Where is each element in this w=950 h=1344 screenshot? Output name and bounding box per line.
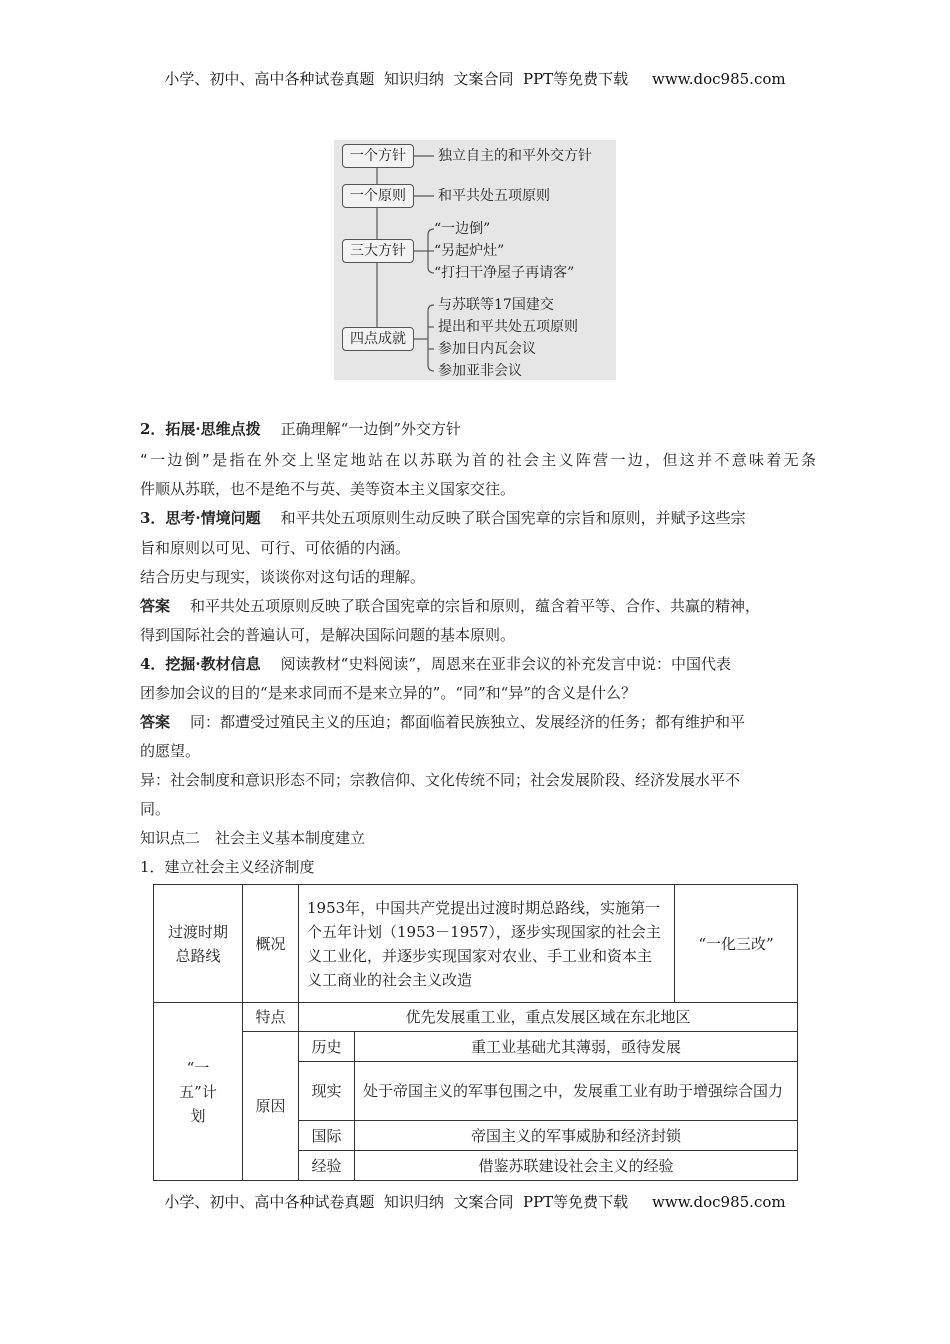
section-2-heading: 正确理解“一边倒”外交方针 bbox=[280, 420, 462, 438]
section-4-line-1: 阅读教材“史料阅读”，周恩来在亚非会议的补充发言中说：中国代表 bbox=[280, 655, 732, 673]
page-header: 小学、初中、高中各种试卷真题 知识归纳 文案合同 PPT等免费下载 www.doc985.com bbox=[164, 70, 786, 88]
foreign-policy-mindmap bbox=[334, 140, 616, 380]
section-4-answer-line-1 bbox=[140, 711, 745, 733]
mindmap-item: 与苏联等17国建交 bbox=[438, 297, 554, 313]
section-2-title: 2．拓展·思维点拨 bbox=[140, 420, 261, 438]
section-4-line-2: 团参加会议的目的“是来求同而不是来立异的”。“同”和“异”的含义是什么？ bbox=[140, 684, 637, 702]
section-3-line-3: 结合历史与现实，谈谈你对这句话的理解。 bbox=[140, 568, 426, 586]
mindmap-node-2: 一个原则 bbox=[342, 184, 414, 208]
knowledge-point-2-sub: 1．建立社会主义经济制度 bbox=[140, 858, 315, 876]
table-cell-summary: “一化三改” bbox=[674, 884, 798, 1003]
section-3-answer-1: 和平共处五项原则反映了联合国宪章的宗旨和原则，蕴含着平等、合作、共赢的精神， bbox=[190, 597, 761, 615]
table-cell-overview: 1953年，中国共产党提出过渡时期总路线，实施第一个五年计划（1953－1957），逐步实现国家的社会主义工业化，并逐步实现国家对农业、手工业和资本主义工商业的社会主义改造 bbox=[298, 884, 675, 1003]
section-4-title-line bbox=[140, 653, 731, 675]
table-cell-reason-label: 原因 bbox=[242, 1031, 299, 1181]
mindmap-item: 独立自主的和平外交方针 bbox=[438, 148, 592, 164]
mindmap-item: “另起炉灶” bbox=[434, 243, 505, 259]
page-footer: 小学、初中、高中各种试卷真题 知识归纳 文案合同 PPT等免费下载 www.doc985.com bbox=[164, 1193, 786, 1211]
section-4-answer-line-3: 异：社会制度和意识形态不同；宗教信仰、文化传统不同；社会发展阶段、经济发展水平不 bbox=[140, 771, 741, 789]
mindmap-node-3: 三大方针 bbox=[342, 239, 414, 263]
mindmap-item: “打扫干净屋子再请客” bbox=[434, 265, 575, 281]
section-3-answer-line-1 bbox=[140, 595, 760, 617]
table-cell-overview-label: 概况 bbox=[242, 884, 299, 1003]
knowledge-point-2-title: 知识点二 社会主义基本制度建立 bbox=[140, 829, 366, 847]
section-3-line-1: 和平共处五项原则生动反映了联合国宪章的宗旨和原则，并赋予这些宗 bbox=[280, 509, 746, 527]
table-cell-general-line: 过渡时期总路线 bbox=[153, 884, 243, 1003]
section-3-title-line bbox=[140, 507, 746, 529]
section-2-line-2: 件顺从苏联，也不是绝不与英、美等资本主义国家交往。 bbox=[140, 480, 516, 498]
section-4-answer-line-2: 的愿望。 bbox=[140, 742, 201, 760]
mindmap-node-1: 一个方针 bbox=[342, 144, 414, 168]
table-cell-feature-label: 特点 bbox=[242, 1002, 299, 1032]
section-2-title-line bbox=[140, 418, 461, 440]
section-3-answer-line-2: 得到国际社会的普遍认可，是解决国际问题的基本原则。 bbox=[140, 626, 516, 644]
table-cell-reason-value: 重工业基础尤其薄弱，亟待发展 bbox=[354, 1031, 798, 1062]
table-cell-reason-key: 国际 bbox=[298, 1120, 355, 1151]
table-cell-reason-key: 经验 bbox=[298, 1150, 355, 1181]
table-cell-feature: 优先发展重工业，重点发展区域在东北地区 bbox=[298, 1002, 798, 1032]
answer-label: 答案 bbox=[140, 713, 171, 731]
table-cell-reason-value: 帝国主义的军事威胁和经济封锁 bbox=[354, 1120, 798, 1151]
section-4-answer-line-4: 同。 bbox=[140, 800, 171, 818]
mindmap-item: 参加日内瓦会议 bbox=[438, 341, 536, 357]
table-cell-reason-key: 历史 bbox=[298, 1031, 355, 1062]
mindmap-item: 参加亚非会议 bbox=[438, 363, 522, 379]
economic-system-table bbox=[153, 884, 798, 1181]
answer-label: 答案 bbox=[140, 597, 171, 615]
mindmap-item: “一边倒” bbox=[434, 221, 491, 237]
section-3-line-2: 旨和原则以可见、可行、可依循的内涵。 bbox=[140, 539, 411, 557]
section-2-line-1: “一边倒”是指在外交上坚定地站在以苏联为首的社会主义阵营一边，但这并不意味着无条 bbox=[140, 451, 816, 469]
mindmap-node-4: 四点成就 bbox=[342, 327, 414, 351]
table-cell-reason-key: 现实 bbox=[298, 1061, 355, 1121]
mindmap-item: 提出和平共处五项原则 bbox=[438, 319, 578, 335]
table-cell-five-year-plan: “一五”计划 bbox=[153, 1002, 243, 1181]
section-4-answer-1: 同：都遭受过殖民主义的压迫；都面临着民族独立、发展经济的任务；都有维护和平 bbox=[190, 713, 746, 731]
section-4-title: 4．挖掘·教材信息 bbox=[140, 655, 261, 673]
table-cell-reason-value: 借鉴苏联建设社会主义的经验 bbox=[354, 1150, 798, 1181]
section-3-title: 3．思考·情境问题 bbox=[140, 509, 261, 527]
mindmap-item: 和平共处五项原则 bbox=[438, 188, 550, 204]
table-cell-reason-value: 处于帝国主义的军事包围之中，发展重工业有助于增强综合国力 bbox=[354, 1061, 798, 1121]
